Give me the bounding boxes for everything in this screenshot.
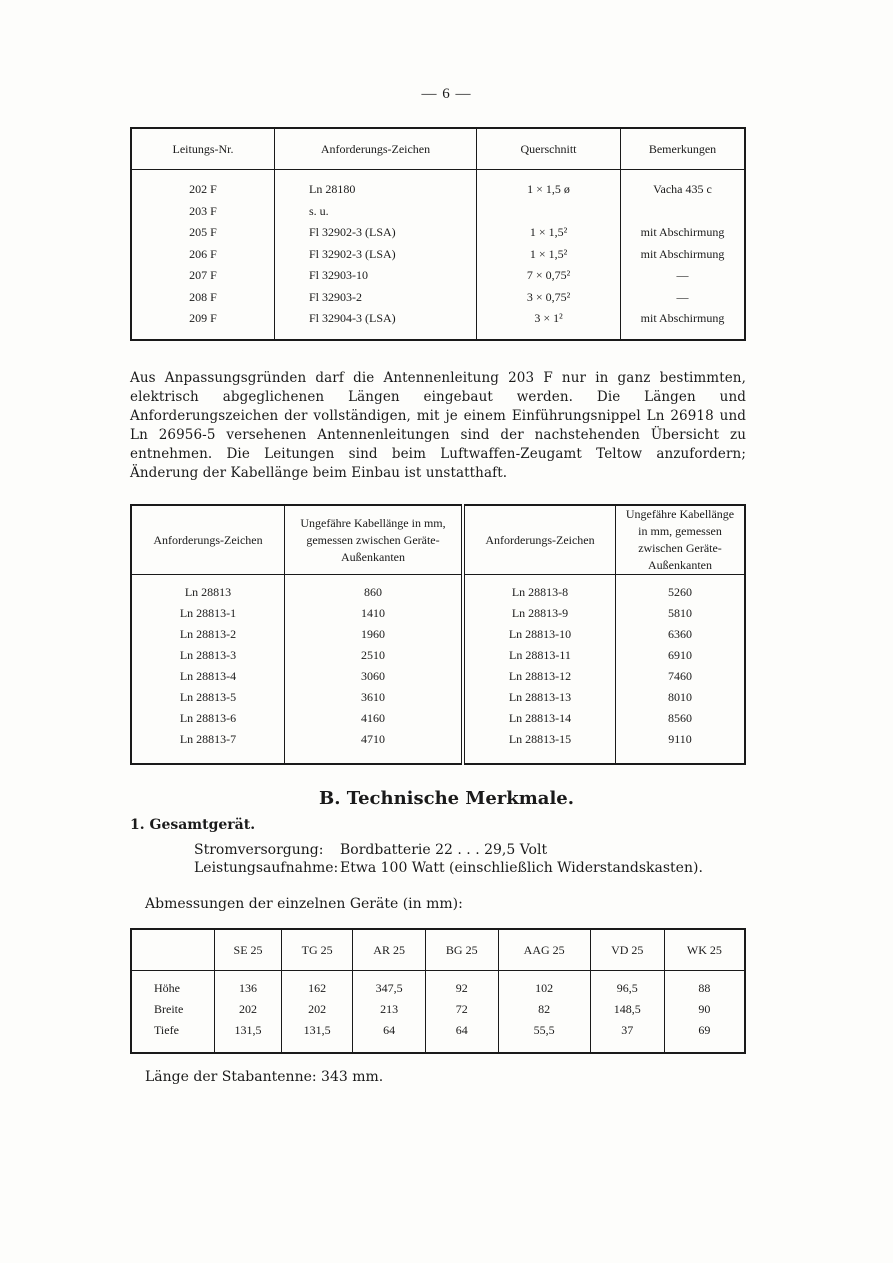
table-row xyxy=(131,971,745,1000)
table-header-row xyxy=(131,929,745,971)
table-header-row xyxy=(131,128,745,170)
table-cell: Ln 28813-1 xyxy=(131,603,285,624)
table-cell: Ln 28813-3 xyxy=(131,645,285,666)
cable-table xyxy=(130,127,746,341)
table-row xyxy=(131,603,745,624)
table-cell: 1410 xyxy=(285,603,464,624)
table-cell: 202 xyxy=(215,999,282,1020)
column-header: TG 25 xyxy=(282,929,353,971)
table-cell: 860 xyxy=(285,575,464,604)
table-cell: 1960 xyxy=(285,624,464,645)
spec-power-supply xyxy=(194,842,547,858)
table-cell: Fl 32903-10 xyxy=(275,265,477,287)
column-header: Ungefähre Kabellänge in mm, gemessen zwischen Geräte-Außenkanten xyxy=(616,505,746,575)
table-cell xyxy=(621,201,746,223)
row-label: Tiefe xyxy=(131,1020,215,1053)
table-cell: 206 F xyxy=(131,244,275,266)
table-cell: Ln 28813-4 xyxy=(131,666,285,687)
spec-value: Etwa 100 Watt (einschließlich Widerstandskasten). xyxy=(340,860,703,876)
column-header: Ungefähre Kabellänge in mm, gemessen zwischen Geräte-Außenkanten xyxy=(285,505,464,575)
table-cell: Fl 32902-3 (LSA) xyxy=(275,244,477,266)
column-header: Bemerkungen xyxy=(621,128,746,170)
column-header: AR 25 xyxy=(353,929,426,971)
table-cell: Ln 28813 xyxy=(131,575,285,604)
table-cell: 72 xyxy=(425,999,498,1020)
column-header: AAG 25 xyxy=(498,929,590,971)
table-cell: 3610 xyxy=(285,687,464,708)
table-row xyxy=(131,645,745,666)
table-cell: 5810 xyxy=(668,606,692,620)
table-cell: 209 F xyxy=(131,308,275,340)
table-row xyxy=(131,687,745,708)
table-row xyxy=(131,575,745,604)
table-cell: 1 × 1,5² xyxy=(477,222,621,244)
spec-label: Stromversorgung: xyxy=(194,842,324,858)
table-row xyxy=(131,201,745,223)
table-cell: Fl 32904-3 (LSA) xyxy=(275,308,477,340)
table-cell: 207 F xyxy=(131,265,275,287)
table-cell: 92 xyxy=(425,971,498,1000)
table-cell: 162 xyxy=(282,971,353,1000)
table-row xyxy=(131,170,745,201)
table-cell: 2510 xyxy=(285,645,464,666)
table-header-row xyxy=(131,505,745,575)
table-cell: Fl 32902-3 (LSA) xyxy=(275,222,477,244)
table-cell: 1 × 1,5² xyxy=(477,244,621,266)
column-header: BG 25 xyxy=(425,929,498,971)
table-cell: 82 xyxy=(498,999,590,1020)
table-cell: 6910 xyxy=(668,648,692,662)
table-cell: 131,5 xyxy=(215,1020,282,1053)
table-cell: 96,5 xyxy=(590,971,664,1000)
column-header: Anforderungs-Zeichen xyxy=(275,128,477,170)
spec-power-consumption xyxy=(194,860,703,876)
column-header: SE 25 xyxy=(215,929,282,971)
column-header: Anforderungs-Zeichen xyxy=(463,505,616,575)
table-row xyxy=(131,708,745,729)
table-cell: 64 xyxy=(425,1020,498,1053)
table-row xyxy=(131,999,745,1020)
table-cell: Ln 28813-13 xyxy=(463,687,616,708)
table-cell: 69 xyxy=(698,1023,711,1037)
table-cell: Ln 28813-7 xyxy=(131,729,285,764)
table-cell: mit Abschirmung xyxy=(640,311,725,326)
table-cell: Ln 28180 xyxy=(275,170,477,201)
device-dimensions-table xyxy=(130,928,746,1054)
table-cell: 7 × 0,75² xyxy=(477,265,621,287)
column-header: Anforderungs-Zeichen xyxy=(131,505,285,575)
table-cell: mit Abschirmung xyxy=(640,246,725,261)
table-cell: 148,5 xyxy=(590,999,664,1020)
table-cell: Ln 28813-9 xyxy=(463,603,616,624)
section-heading: B. Technische Merkmale. xyxy=(319,788,574,809)
table-cell: 4160 xyxy=(285,708,464,729)
table-cell: 90 xyxy=(698,1002,711,1016)
column-header: WK 25 xyxy=(664,929,745,971)
body-paragraph: Aus Anpassungsgründen darf die Antennenleitung 203 F nur in ganz bestimmten, elektrisch abgeglichenen Längen eingebaut werden. Die Längen und Anforderungszeichen der vollständigen, mit je einem Einführungsnippel Ln 26918 und Ln 26956-5 versehenen Antennenleitungen sind der nachstehenden Übersicht zu entnehmen. Die Leitungen sind beim Luftwaffen-Zeugamt Teltow anzufordern; Änderung der Kabellänge beim Einbau ist unstatthaft. xyxy=(130,370,746,481)
table-cell: Ln 28813-8 xyxy=(463,575,616,604)
table-row xyxy=(131,244,745,266)
table-cell: 64 xyxy=(353,1020,426,1053)
antenna-length-note: Länge der Stabantenne: 343 mm. xyxy=(145,1069,384,1085)
table-row xyxy=(131,308,745,340)
table-row xyxy=(131,666,745,687)
spec-label: Leistungsaufnahme: xyxy=(194,860,339,876)
row-label: Höhe xyxy=(131,971,215,1000)
table-cell: Ln 28813-6 xyxy=(131,708,285,729)
table-cell: 136 xyxy=(215,971,282,1000)
table-cell: 55,5 xyxy=(498,1020,590,1053)
table-row xyxy=(131,729,745,764)
column-header: Querschnitt xyxy=(477,128,621,170)
table-row xyxy=(131,1020,745,1053)
table-cell: 4710 xyxy=(285,729,464,764)
table-cell: 208 F xyxy=(131,287,275,309)
table-cell: 6360 xyxy=(668,627,692,641)
table-cell: Ln 28813-12 xyxy=(463,666,616,687)
table-cell: Ln 28813-15 xyxy=(463,729,616,764)
table-cell: 7460 xyxy=(668,669,692,683)
dimensions-intro: Abmessungen der einzelnen Geräte (in mm): xyxy=(145,896,463,912)
column-header: VD 25 xyxy=(590,929,664,971)
table-cell: 88 xyxy=(698,981,711,995)
table-cell: 202 xyxy=(282,999,353,1020)
table-cell: 202 F xyxy=(131,170,275,201)
table-cell: 9110 xyxy=(668,732,692,746)
table-cell: mit Abschirmung xyxy=(640,225,725,240)
table-cell: Ln 28813-10 xyxy=(463,624,616,645)
table-row xyxy=(131,624,745,645)
table-cell xyxy=(477,201,621,223)
table-cell: 8010 xyxy=(668,690,692,704)
spec-value: Bordbatterie 22 . . . 29,5 Volt xyxy=(340,842,548,858)
table-row xyxy=(131,222,745,244)
table-cell: 3 × 0,75² xyxy=(477,287,621,309)
table-cell: 347,5 xyxy=(353,971,426,1000)
table-cell: Ln 28813-5 xyxy=(131,687,285,708)
table-row xyxy=(131,287,745,309)
antenna-cable-length-table xyxy=(130,504,746,765)
row-label: Breite xyxy=(131,999,215,1020)
table-cell: 131,5 xyxy=(282,1020,353,1053)
table-cell: 102 xyxy=(498,971,590,1000)
table-cell: Ln 28813-11 xyxy=(463,645,616,666)
table-cell: 213 xyxy=(353,999,426,1020)
table-cell: 3 × 1² xyxy=(477,308,621,340)
table-cell: 8560 xyxy=(668,711,692,725)
table-cell: 205 F xyxy=(131,222,275,244)
table-cell: 1 × 1,5 ø xyxy=(477,170,621,201)
table-cell: Ln 28813-14 xyxy=(463,708,616,729)
table-cell: — xyxy=(676,268,689,283)
table-cell: Ln 28813-2 xyxy=(131,624,285,645)
table-cell: Vacha 435 c xyxy=(653,182,712,197)
page-number: — 6 — xyxy=(421,86,472,102)
table-row xyxy=(131,265,745,287)
column-header: Leitungs-Nr. xyxy=(131,128,275,170)
table-cell: 37 xyxy=(590,1020,664,1053)
table-cell: 3060 xyxy=(285,666,464,687)
column-header xyxy=(131,929,215,971)
table-cell: 5260 xyxy=(668,585,692,599)
table-cell: — xyxy=(676,289,689,304)
table-cell: s. u. xyxy=(275,201,477,223)
table-cell: Fl 32903-2 xyxy=(275,287,477,309)
table-cell: 203 F xyxy=(131,201,275,223)
sub-heading: 1. Gesamtgerät. xyxy=(130,817,256,833)
